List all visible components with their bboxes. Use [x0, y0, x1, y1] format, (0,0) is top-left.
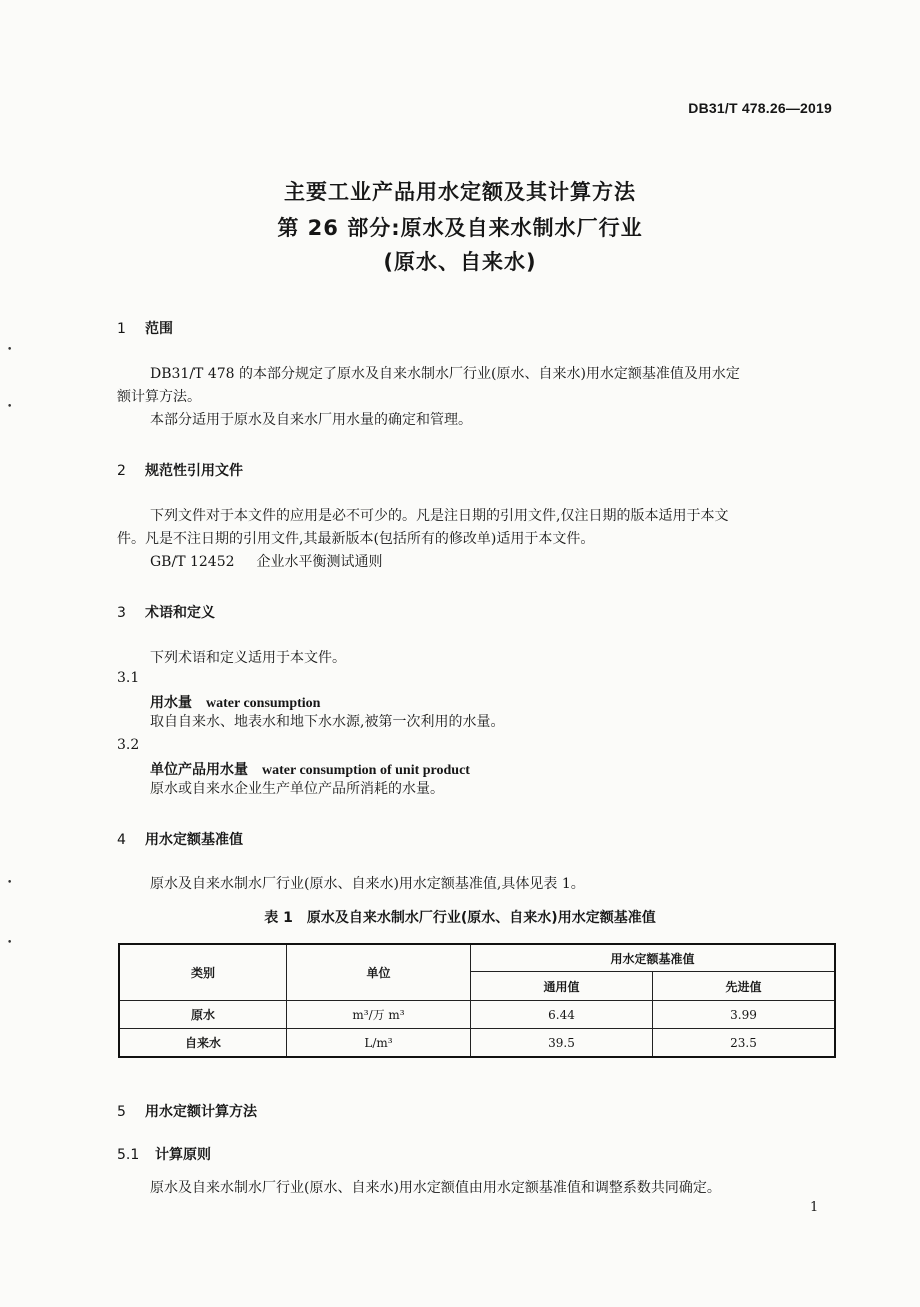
- subsection-title: 计算原则: [155, 1147, 211, 1163]
- header-quota-group: 用水定额基准值: [471, 944, 836, 972]
- scan-mark: •: [7, 878, 13, 888]
- cell-category: 原水: [119, 1001, 287, 1029]
- term-english: water consumption: [206, 696, 321, 711]
- term-definition: 原水或自来水企业生产单位产品所消耗的水量。: [150, 781, 444, 797]
- paragraph: 下列文件对于本文件的应用是必不可少的。凡是注日期的引用文件,仅注日期的版本适用于本文: [150, 508, 729, 524]
- term-number: 3.2: [117, 737, 140, 753]
- header-unit: 单位: [287, 944, 471, 1001]
- section-1-heading: [117, 318, 173, 338]
- subsection-5-1-heading: [117, 1144, 211, 1164]
- header-category: 类别: [119, 944, 287, 1001]
- section-title: 术语和定义: [145, 605, 215, 621]
- paragraph: 额计算方法。: [117, 389, 201, 405]
- cell-unit: m³/万 m³: [287, 1001, 471, 1029]
- scan-mark: •: [7, 345, 13, 355]
- table-row: [119, 1029, 835, 1058]
- doc-title-line1: 主要工业产品用水定额及其计算方法: [284, 180, 636, 204]
- section-number: 5: [117, 1104, 126, 1120]
- section-2-heading: [117, 460, 243, 480]
- cell-advanced: 3.99: [653, 1001, 836, 1029]
- section-title: 用水定额计算方法: [145, 1104, 257, 1120]
- normative-reference: [150, 552, 383, 572]
- section-4-heading: [117, 829, 243, 849]
- paragraph: 原水及自来水制水厂行业(原水、自来水)用水定额基准值,具体见表 1。: [150, 876, 585, 892]
- section-title: 规范性引用文件: [145, 463, 243, 479]
- term-definition: 取自自来水、地表水和地下水水源,被第一次利用的水量。: [150, 714, 505, 730]
- term-english: water consumption of unit product: [262, 763, 470, 778]
- page-number: 1: [810, 1200, 819, 1215]
- term-entry: [150, 759, 470, 779]
- header-advanced-value: 先进值: [653, 972, 836, 1001]
- reference-title: 企业水平衡测试通则: [256, 554, 383, 570]
- term-entry: [150, 692, 320, 712]
- water-quota-table: [118, 943, 836, 1058]
- table-row: [119, 1001, 835, 1029]
- section-title: 范围: [145, 321, 173, 337]
- paragraph: 本部分适用于原水及自来水厂用水量的确定和管理。: [150, 412, 472, 428]
- doc-title-line3: (原水、自来水): [383, 250, 537, 274]
- cell-advanced: 23.5: [653, 1029, 836, 1058]
- section-number: 4: [117, 832, 126, 848]
- cell-general: 6.44: [471, 1001, 653, 1029]
- section-number: 3: [117, 605, 126, 621]
- subsection-number: 5.1: [117, 1147, 140, 1163]
- term-number: 3.1: [117, 670, 140, 686]
- reference-code: GB/T 12452: [150, 554, 235, 570]
- scan-mark: •: [7, 402, 13, 412]
- section-5-heading: [117, 1101, 257, 1121]
- header-general-value: 通用值: [471, 972, 653, 1001]
- term-chinese: 单位产品用水量: [150, 762, 248, 778]
- section-number: 2: [117, 463, 126, 479]
- cell-general: 39.5: [471, 1029, 653, 1058]
- paragraph: 下列术语和定义适用于本文件。: [150, 650, 346, 666]
- paragraph: 件。凡是不注日期的引用文件,其最新版本(包括所有的修改单)适用于本文件。: [117, 531, 595, 547]
- doc-title-line2: 第 26 部分:原水及自来水制水厂行业: [277, 216, 643, 240]
- term-chinese: 用水量: [150, 695, 192, 711]
- scan-mark: •: [7, 938, 13, 948]
- section-3-heading: [117, 602, 215, 622]
- section-number: 1: [117, 321, 126, 337]
- cell-category: 自来水: [119, 1029, 287, 1058]
- paragraph: 原水及自来水制水厂行业(原水、自来水)用水定额值由用水定额基准值和调整系数共同确定。: [150, 1180, 721, 1196]
- table-caption: 表 1 原水及自来水制水厂行业(原水、自来水)用水定额基准值: [264, 910, 656, 926]
- cell-unit: L/m³: [287, 1029, 471, 1058]
- paragraph: DB31/T 478 的本部分规定了原水及自来水制水厂行业(原水、自来水)用水定额基准值及用水定: [150, 366, 740, 382]
- standard-code: DB31/T 478.26—2019: [688, 100, 832, 116]
- section-title: 用水定额基准值: [145, 832, 243, 848]
